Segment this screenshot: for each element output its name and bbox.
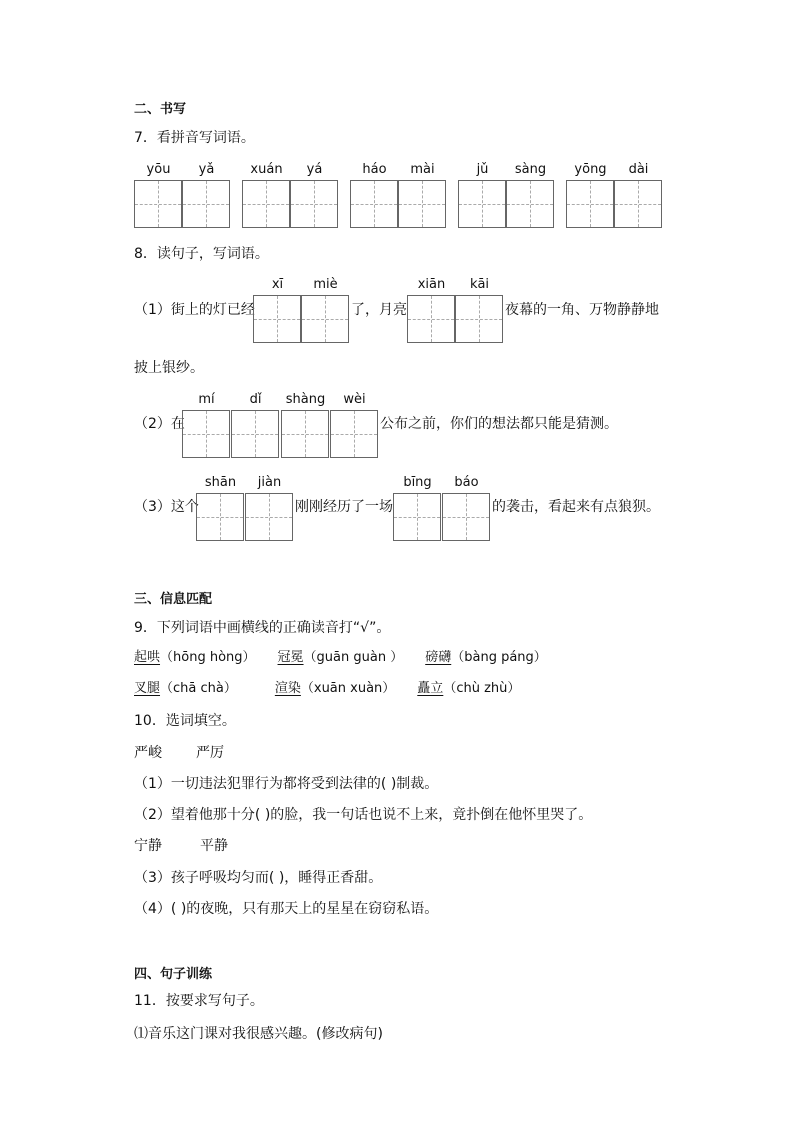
pinyin-label: shàng bbox=[285, 392, 326, 407]
sentence-text: （1）街上的灯已经 bbox=[134, 302, 255, 318]
pinyin-label: miè bbox=[313, 277, 338, 292]
section-title: 三、信息匹配 bbox=[134, 592, 213, 607]
writing-box[interactable] bbox=[407, 295, 455, 343]
question-8-prompt: 8．读句子，写词语。 bbox=[134, 246, 269, 262]
pinyin-label: yǎ bbox=[198, 162, 215, 177]
fill-sentence: （4）( )的夜晚，只有那天上的星星在窃窃私语。 bbox=[134, 901, 439, 917]
pinyin-label: jiàn bbox=[257, 475, 282, 490]
writing-box[interactable] bbox=[231, 410, 279, 458]
underlined-word: 矗立 bbox=[417, 681, 444, 696]
writing-box[interactable] bbox=[350, 180, 398, 228]
pinyin-label: xuán bbox=[250, 162, 283, 177]
writing-box[interactable] bbox=[301, 295, 349, 343]
pinyin-label: dài bbox=[628, 162, 649, 177]
sentence-text: 夜幕的一角、万物静静地 bbox=[505, 302, 659, 318]
sentence-task: ⑴音乐这门课对我很感兴趣。(修改病句) bbox=[134, 1026, 383, 1042]
writing-box[interactable] bbox=[290, 180, 338, 228]
writing-box[interactable] bbox=[455, 295, 503, 343]
writing-box[interactable] bbox=[182, 180, 230, 228]
q9-item bbox=[425, 650, 547, 666]
q9-item bbox=[134, 681, 237, 697]
writing-box[interactable] bbox=[134, 180, 182, 228]
pinyin-label: yá bbox=[306, 162, 323, 177]
sentence-text: 公布之前，你们的想法都只能是猜测。 bbox=[380, 416, 618, 432]
question-9-prompt: 9．下列词语中画横线的正确读音打“√”。 bbox=[134, 620, 391, 636]
pinyin-label: yōu bbox=[146, 162, 171, 177]
pinyin-label: sàng bbox=[514, 162, 547, 177]
pinyin-options: （guān guàn ） bbox=[303, 650, 404, 665]
q9-item bbox=[278, 650, 404, 666]
writing-box[interactable] bbox=[614, 180, 662, 228]
q9-row bbox=[134, 681, 542, 697]
writing-box[interactable] bbox=[566, 180, 614, 228]
writing-box[interactable] bbox=[506, 180, 554, 228]
pinyin-label: xiān bbox=[417, 277, 446, 292]
word-choice-1: 宁静 bbox=[134, 838, 162, 854]
pinyin-label: mài bbox=[410, 162, 435, 177]
sentence-text: 了，月亮 bbox=[351, 302, 407, 318]
pinyin-label: mí bbox=[198, 392, 215, 407]
underlined-word: 叉腿 bbox=[134, 681, 161, 696]
question-10-prompt: 10．选词填空。 bbox=[134, 713, 236, 729]
pinyin-label: kāi bbox=[469, 277, 490, 292]
sentence-text: 的袭击，看起来有点狼狈。 bbox=[492, 499, 660, 515]
underlined-word: 渲染 bbox=[274, 681, 301, 696]
pinyin-label: shān bbox=[204, 475, 237, 490]
q9-item bbox=[417, 681, 520, 697]
question-7-prompt: 7．看拼音写词语。 bbox=[134, 130, 255, 146]
fill-sentence: （1）一切违法犯罪行为都将受到法律的( )制裁。 bbox=[134, 776, 439, 792]
pinyin-options: （bàng páng） bbox=[451, 650, 547, 665]
q9-item bbox=[134, 650, 256, 666]
writing-box[interactable] bbox=[182, 410, 230, 458]
pinyin-label: wèi bbox=[343, 392, 366, 407]
word-choice-2: 严厉 bbox=[196, 745, 224, 761]
section-title: 四、句子训练 bbox=[134, 967, 213, 982]
sentence-text: 披上银纱。 bbox=[134, 360, 204, 376]
sentence-text: （3）这个 bbox=[134, 499, 199, 515]
writing-box[interactable] bbox=[458, 180, 506, 228]
word-choice-2: 平静 bbox=[200, 838, 228, 854]
pinyin-label: bīng bbox=[403, 475, 432, 490]
pinyin-label: xī bbox=[271, 277, 284, 292]
pinyin-options: （chù zhù） bbox=[443, 681, 521, 696]
writing-box[interactable] bbox=[398, 180, 446, 228]
sentence-text: 刚刚经历了一场 bbox=[295, 499, 393, 515]
word-choice-1: 严峻 bbox=[134, 745, 162, 761]
sentence-text: （2）在 bbox=[134, 416, 185, 432]
writing-box[interactable] bbox=[281, 410, 329, 458]
writing-box[interactable] bbox=[330, 410, 378, 458]
pinyin-label: dǐ bbox=[249, 392, 262, 407]
writing-box[interactable] bbox=[196, 493, 244, 541]
pinyin-label: báo bbox=[454, 475, 479, 490]
question-11-prompt: 11．按要求写句子。 bbox=[134, 993, 264, 1009]
writing-box[interactable] bbox=[393, 493, 441, 541]
underlined-word: 磅礴 bbox=[425, 650, 452, 665]
q9-row bbox=[134, 650, 569, 666]
underlined-word: 冠冕 bbox=[277, 650, 304, 665]
fill-sentence: （3）孩子呼吸均匀而( )，睡得正香甜。 bbox=[134, 870, 383, 886]
pinyin-label: háo bbox=[362, 162, 387, 177]
writing-box[interactable] bbox=[442, 493, 490, 541]
fill-sentence: （2）望着他那十分( )的脸，我一句话也说不上来，竟扑倒在他怀里哭了。 bbox=[134, 807, 593, 823]
pinyin-options: （chā chà） bbox=[160, 681, 237, 696]
section-title: 二、书写 bbox=[134, 102, 187, 117]
writing-box[interactable] bbox=[242, 180, 290, 228]
underlined-word: 起哄 bbox=[134, 650, 161, 665]
pinyin-label: jǔ bbox=[476, 162, 489, 177]
q9-item bbox=[275, 681, 395, 697]
writing-box[interactable] bbox=[245, 493, 293, 541]
pinyin-options: （hōng hòng） bbox=[160, 650, 256, 665]
pinyin-options: （xuān xuàn） bbox=[300, 681, 396, 696]
pinyin-label: yōng bbox=[574, 162, 607, 177]
writing-box[interactable] bbox=[253, 295, 301, 343]
